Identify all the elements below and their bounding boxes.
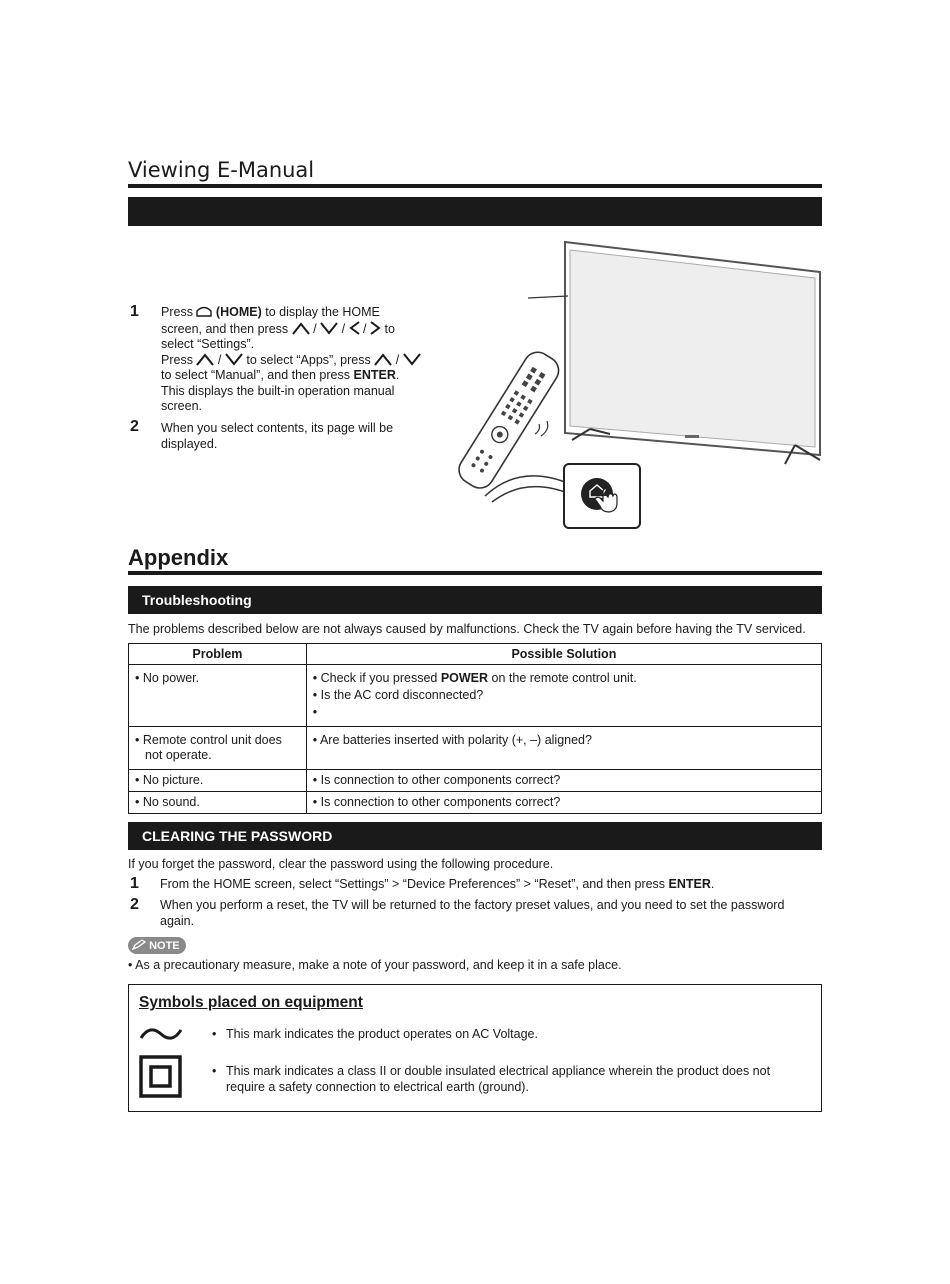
password-intro: If you forget the password, clear the password using the following procedure. (128, 857, 554, 871)
table-cell-solution (306, 665, 821, 727)
step-number: 1 (130, 875, 139, 892)
table-cell-problem: • Remote control unit does not operate. (129, 727, 307, 770)
down-arrow-icon (403, 353, 421, 366)
table-cell-solution: • Is connection to other components correct? (306, 770, 821, 792)
password-step-1: From the HOME screen, select “Settings” > “Device Preferences” > “Reset”, and then press ENTER. (160, 877, 715, 891)
ac-voltage-icon (139, 1024, 183, 1044)
step-1-text: Press (HOME) to display the HOME screen, and then press / / / to select “Settings”. Press / to select “Apps”, press / to select “Manual”, and then press ENTER. This displays the built-in operation manual screen. (161, 305, 451, 415)
note-badge: NOTE (128, 936, 186, 954)
pencil-icon (132, 939, 146, 950)
step-number: 2 (130, 418, 139, 435)
step-number: 1 (130, 303, 139, 320)
step-2-text: When you select contents, its page will be displayed. (161, 421, 394, 451)
section-bar (128, 197, 822, 226)
class-ii-icon (139, 1055, 182, 1098)
troubleshooting-table (128, 643, 822, 814)
down-arrow-icon (320, 322, 338, 335)
table-cell-solution: • Is connection to other components correct? (306, 792, 821, 814)
troubleshooting-bar: Troubleshooting (128, 586, 822, 614)
password-bar: CLEARING THE PASSWORD (128, 822, 822, 850)
note-text: • As a precautionary measure, make a note of your password, and keep it in a safe place. (128, 958, 622, 972)
down-arrow-icon (225, 353, 243, 366)
table-cell-problem: • No sound. (129, 792, 307, 814)
tv-icon (528, 242, 820, 464)
password-step-2: When you perform a reset, the TV will be returned to the factory preset values, and you need to set the password again. (160, 898, 785, 928)
table-cell-problem: • No picture. (129, 770, 307, 792)
remote-control-icon (454, 347, 564, 493)
home-icon (196, 305, 212, 317)
title-rule (128, 571, 822, 575)
solution-item: • Is the AC cord disconnected? (312, 688, 484, 702)
ac-symbol-text: This mark indicates the product operates on AC Voltage. (226, 1027, 538, 1041)
up-arrow-icon (196, 353, 214, 366)
up-arrow-icon (374, 353, 392, 366)
symbols-title: Symbols placed on equipment (139, 994, 363, 1011)
section-title-appendix: Appendix (128, 545, 229, 570)
table-header-problem: Problem (129, 644, 307, 665)
step-number: 2 (130, 896, 139, 913)
tv-remote-illustration (440, 238, 830, 533)
bullet: • (212, 1064, 217, 1078)
class-ii-symbol-text: This mark indicates a class II or double insulated electrical appliance wherein the product does not require a safety connection to electrical earth (ground). (226, 1064, 771, 1094)
solution-item: • Check if you pressed POWER on the remote control unit. (312, 671, 637, 685)
right-arrow-icon (370, 321, 381, 335)
bullet: • (212, 1027, 217, 1041)
table-cell-problem: • No power. (129, 665, 307, 727)
table-header-solution: Possible Solution (306, 644, 821, 665)
solution-item: • (312, 705, 318, 719)
left-arrow-icon (349, 321, 360, 335)
troubleshooting-intro: The problems described below are not always caused by malfunctions. Check the TV again before having the TV serviced. (128, 622, 806, 636)
up-arrow-icon (292, 322, 310, 335)
table-cell-solution: • Are batteries inserted with polarity (+, –) aligned? (306, 727, 821, 770)
section-title-e-manual: Viewing E-Manual (128, 158, 315, 182)
title-rule (128, 184, 822, 188)
